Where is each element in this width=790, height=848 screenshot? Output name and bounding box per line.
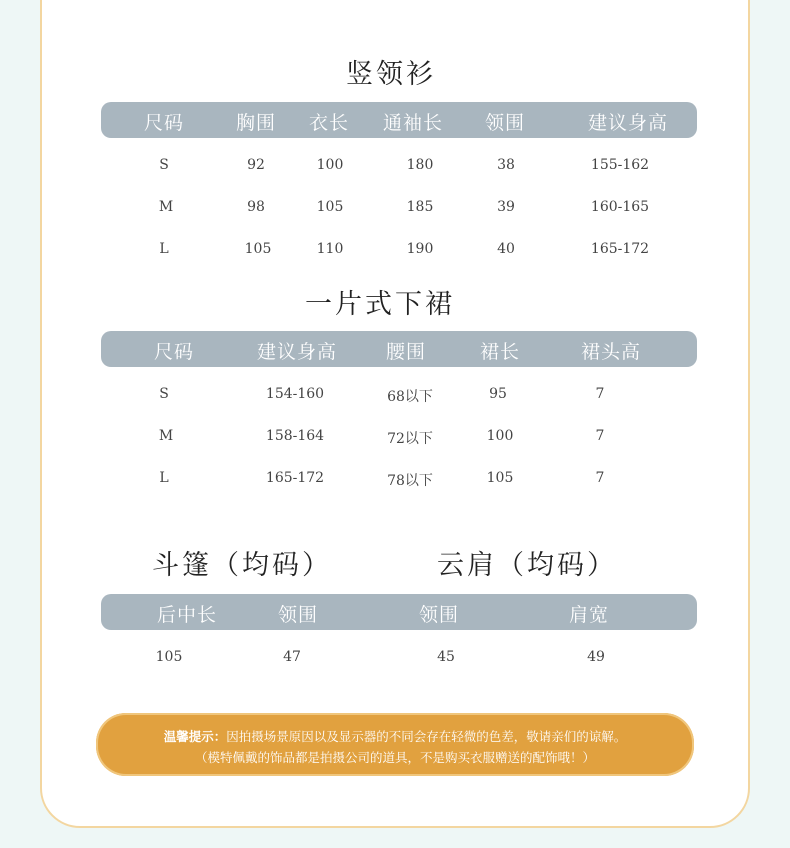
table1-header-length: 衣长 <box>308 112 350 134</box>
notice-line-1 <box>96 727 694 745</box>
table-cell: 7 <box>595 386 605 402</box>
table1-header-height: 建议身高 <box>587 112 669 134</box>
table1-header-chest: 胸围 <box>235 112 277 134</box>
table1-title: 竖领衫 <box>346 59 436 90</box>
table-cell: 95 <box>489 386 507 402</box>
table2-header-skirt-length: 裙长 <box>479 341 521 363</box>
notice-text-1: 因拍摄场景原因以及显示器的不同会存在轻微的色差，敬请亲们的谅解。 <box>226 729 627 744</box>
table-cell: L <box>159 470 169 486</box>
table-cell: 45 <box>437 649 455 665</box>
table2-header-waist: 腰围 <box>385 341 427 363</box>
table-cell: 7 <box>595 470 605 486</box>
notice-banner <box>96 713 694 776</box>
table-cell: 165-172 <box>265 470 325 486</box>
table-cell: 105 <box>316 199 344 215</box>
table-cell: 185 <box>406 199 434 215</box>
table-cell: S <box>159 157 169 173</box>
table-cell: 165-172 <box>590 241 650 257</box>
table-cell: 68以下 <box>387 389 433 405</box>
table-cell: M <box>158 199 174 215</box>
table-cell: 78以下 <box>387 473 433 489</box>
table3-header-shoulder: 肩宽 <box>568 604 610 626</box>
table1-header-collar: 领围 <box>484 112 526 134</box>
table1-header-bar <box>101 102 697 138</box>
table-cell: 155-162 <box>590 157 650 173</box>
table-cell: 110 <box>316 241 344 257</box>
table-cell: 190 <box>406 241 434 257</box>
table-cell: 49 <box>587 649 605 665</box>
table3-header-collar-shawl: 领围 <box>418 604 460 626</box>
table3-header-collar-cape: 领围 <box>277 604 319 626</box>
table-cell: 92 <box>247 157 265 173</box>
table3-title-shawl: 云肩（均码） <box>437 550 617 581</box>
notice-line-2: （模特佩戴的饰品都是拍摄公司的道具，不是购买衣服赠送的配饰哦！） <box>194 750 595 765</box>
table2-header-bar <box>101 331 697 367</box>
table-cell: 38 <box>497 157 515 173</box>
table3-header-bar <box>101 594 697 630</box>
table-cell: 180 <box>406 157 434 173</box>
table3-header-back-length: 后中长 <box>156 604 218 626</box>
table-cell: 105 <box>486 470 514 486</box>
table-cell: 160-165 <box>590 199 650 215</box>
table-cell: S <box>159 386 169 402</box>
table-cell: 47 <box>283 649 301 665</box>
table2-title: 一片式下裙 <box>305 289 455 320</box>
table-cell: M <box>158 428 174 444</box>
table3-title-cape: 斗篷（均码） <box>152 550 332 581</box>
table-cell: 100 <box>316 157 344 173</box>
table2-header-size: 尺码 <box>153 341 195 363</box>
table-cell: L <box>159 241 169 257</box>
table2-header-height: 建议身高 <box>256 341 338 363</box>
table1-header-sleeve: 通袖长 <box>382 112 444 134</box>
table-cell: 7 <box>595 428 605 444</box>
table1-header-size: 尺码 <box>143 112 185 134</box>
table-cell: 100 <box>486 428 514 444</box>
table-cell: 105 <box>155 649 183 665</box>
table2-header-waistband: 裙头高 <box>580 341 642 363</box>
table-cell: 105 <box>244 241 272 257</box>
table-cell: 98 <box>247 199 265 215</box>
table-cell: 154-160 <box>265 386 325 402</box>
table-cell: 72以下 <box>387 431 433 447</box>
table-cell: 39 <box>497 199 515 215</box>
table-cell: 40 <box>497 241 515 257</box>
notice-label: 温馨提示： <box>163 729 227 744</box>
table-cell: 158-164 <box>265 428 325 444</box>
